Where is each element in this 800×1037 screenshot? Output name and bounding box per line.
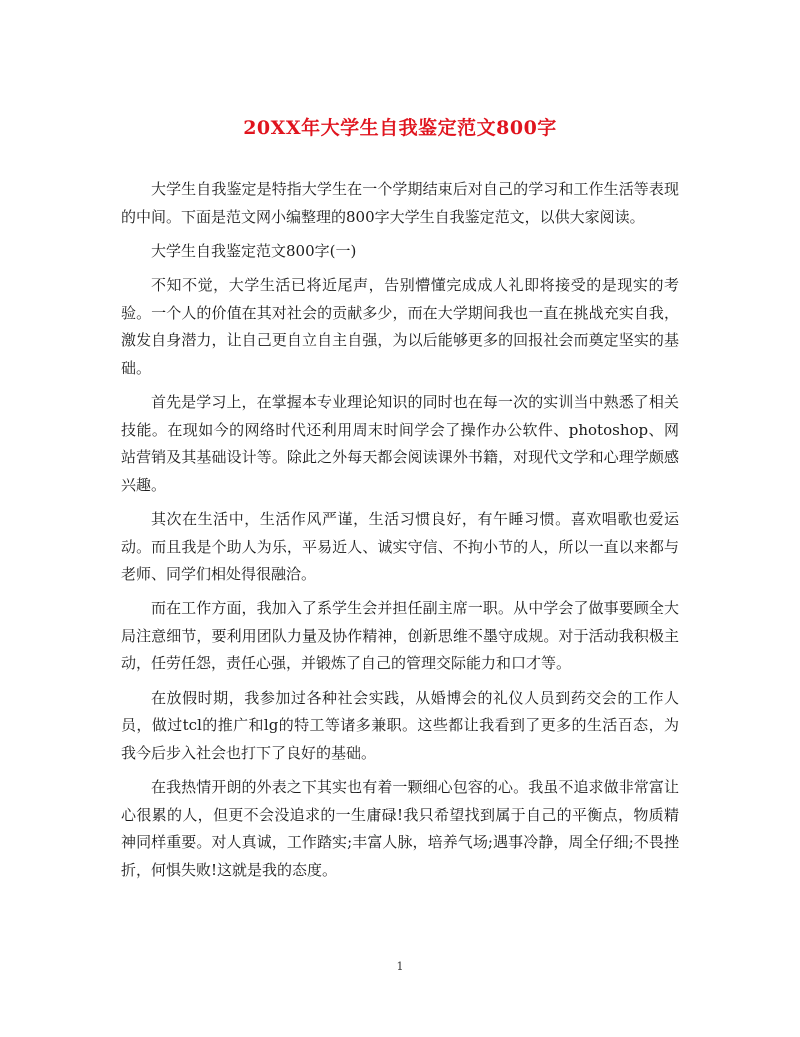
body-paragraph: 而在工作方面，我加入了系学生会并担任副主席一职。从中学会了做事要顾全大局注意细节，要利用团队力量及协作精神，创新思维不墨守成规。对于活动我积极主动，任劳任怨，责任心强，并锻炼了自己的管理交际能力和口才等。 — [121, 599, 679, 673]
body-paragraph: 不知不觉，大学生活已将近尾声，告别懵懂完成成人礼即将接受的是现实的考验。一个人的价值在其对社会的贡献多少，而在大学期间我也一直在挑战充实自我，激发自身潜力，让自己更自立自主自强，为以后能够更多的回报社会而奠定坚实的基础。 — [121, 275, 679, 377]
body-paragraph: 在放假时期，我参加过各种社会实践，从婚博会的礼仪人员到药交会的工作人员，做过tcl的推广和lg的特工等诸多兼职。这些都让我看到了更多的生活百态，为我今后步入社会也打下了良好的基础。 — [121, 688, 679, 762]
body-paragraph: 首先是学习上，在掌握本专业理论知识的同时也在每一次的实训当中熟悉了相关技能。在现如今的网络时代还利用周末时间学会了操作办公软件、photoshop、网站营销及其基础设计等。除此之外每天都会阅读课外书籍，对现代文学和心理学颇感兴趣。 — [121, 392, 679, 494]
document-body — [121, 176, 679, 891]
page-number: 1 — [396, 960, 404, 973]
body-paragraph: 在我热情开朗的外表之下其实也有着一颗细心包容的心。我虽不追求做非常富让心很累的人，但更不会没追求的一生庸碌!我只希望找到属于自己的平衡点，物质精神同样重要。对人真诚，工作踏实;丰富人脉，培养气场;遇事冷静，周全仔细;不畏挫折，何惧失败!这就是我的态度。 — [121, 778, 679, 879]
section-heading: 大学生自我鉴定范文800字(一) — [151, 241, 357, 260]
intro-paragraph: 大学生自我鉴定是特指大学生在一个学期结束后对自己的学习和工作生活等表现的中间。下面是范文网小编整理的800字大学生自我鉴定范文，以供大家阅读。 — [121, 180, 679, 226]
document-title: 20XX年大学生自我鉴定范文800字 — [243, 117, 557, 139]
body-paragraph: 其次在生活中，生活作风严谨，生活习惯良好，有午睡习惯。喜欢唱歌也爱运动。而且我是个助人为乐，平易近人、诚实守信、不拘小节的人，所以一直以来都与老师、同学们相处得很融洽。 — [121, 509, 679, 584]
